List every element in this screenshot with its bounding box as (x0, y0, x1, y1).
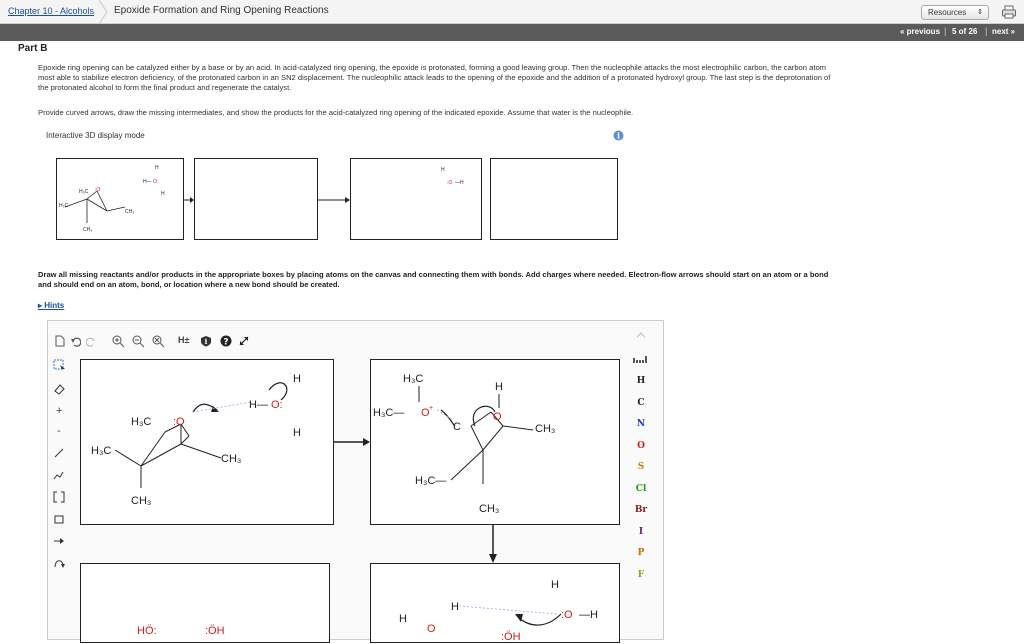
element-o-button[interactable]: O (637, 440, 645, 451)
svg-text::O: :O (447, 180, 453, 186)
svg-text:O: O (427, 623, 436, 635)
svg-text:H: H (451, 601, 459, 613)
intermediate-box-1[interactable] (194, 158, 318, 240)
water-reagent-box (350, 158, 482, 240)
svg-text:H: H (155, 165, 159, 171)
svg-text:H: H (441, 167, 445, 173)
element-f-button[interactable]: F (637, 569, 645, 580)
molecule-editor (47, 320, 664, 643)
svg-text:HÖ:: HÖ: (137, 625, 157, 637)
svg-text::O:: :O: (95, 187, 102, 193)
svg-text:—H: —H (455, 180, 464, 186)
bracket-tool-icon[interactable] (53, 491, 65, 503)
svg-text:C: C (453, 421, 461, 433)
svg-text:H₃C: H₃C (403, 373, 424, 385)
svg-text:H: H (551, 579, 559, 591)
svg-text:+: + (429, 405, 434, 412)
svg-text::O: :O (561, 609, 573, 621)
reaction-arrow-icon[interactable] (53, 535, 65, 547)
svg-text:CH₃: CH₃ (83, 227, 93, 233)
protonated-epoxide-drawing (371, 360, 621, 526)
svg-text:CH₃: CH₃ (131, 495, 152, 507)
zoom-in-icon[interactable] (112, 335, 125, 348)
arrow-icon (184, 196, 194, 204)
svg-text:H: H (399, 613, 407, 625)
help-icon[interactable] (220, 335, 232, 347)
svg-text:i: i (204, 337, 208, 346)
canvas-intermediate-box[interactable] (370, 359, 620, 525)
palette-scroll-icon[interactable] (634, 330, 648, 340)
diol-product-drawing (81, 564, 331, 644)
arrow-icon (334, 437, 370, 447)
top-bar (0, 0, 1024, 24)
previous-link[interactable]: « previous (900, 27, 941, 36)
arrow-icon (318, 196, 350, 204)
nav-separator: | (985, 26, 988, 36)
svg-text:O: O (493, 411, 502, 423)
next-link[interactable]: next » (992, 27, 1016, 36)
part-label: Part B (18, 43, 48, 54)
epoxide-protonation-drawing (81, 360, 335, 526)
element-s-button[interactable]: S (637, 462, 645, 472)
hints-link[interactable]: ▸ Hints (38, 301, 65, 310)
canvas-reactant-box[interactable] (80, 359, 334, 525)
canvas-product-box[interactable] (80, 563, 330, 643)
svg-text:H: H (161, 191, 165, 197)
breadcrumb-separator-icon (98, 0, 108, 24)
svg-text:H: H (293, 427, 301, 439)
navigation-bar (0, 24, 1024, 41)
page-title: Epoxide Formation and Ring Opening Reactions (114, 5, 329, 16)
instructions-line-2: and should end on an atom, bond, or location where a new bond should be created. (38, 280, 340, 289)
element-br-button[interactable]: Br (634, 505, 648, 515)
element-c-button[interactable]: C (637, 397, 645, 408)
hints-label: Hints (44, 301, 65, 310)
water-drawing (351, 159, 483, 241)
resources-label: Resources (928, 8, 967, 17)
svg-text:CH₃: CH₃ (125, 209, 135, 215)
element-i-button[interactable]: I (638, 526, 644, 537)
epoxide-reactant-drawing (57, 159, 185, 241)
display-mode-label: Interactive 3D display mode (46, 131, 145, 140)
nav-separator: | (944, 26, 947, 36)
svg-text::ÖH: :ÖH (501, 631, 521, 643)
svg-text:H₃C: H₃C (131, 416, 152, 428)
intro-paragraph (38, 63, 1003, 93)
svg-text:H₃C: H₃C (91, 445, 112, 457)
instructions-line-1: Draw all missing reactants and/or products in the appropriate boxes by placing atoms on the canvas and connecting them with bonds. Add charges where needed. Electron-flow arrows should start on an atom or a bond (38, 270, 829, 279)
eraser-icon[interactable] (53, 383, 65, 395)
svg-text:CH₃: CH₃ (479, 503, 500, 515)
redo-icon[interactable] (86, 336, 97, 347)
svg-text:i: i (616, 130, 621, 141)
curved-arrow-icon[interactable] (53, 557, 65, 569)
arrow-down-icon (488, 525, 498, 563)
svg-text:H—: H— (143, 179, 152, 185)
svg-text:O:: O: (271, 399, 283, 411)
task-paragraph: Provide curved arrows, draw the missing intermediates, and show the products for the acid-catalyzed ring opening of the indicated epoxide. Assume that water is the nucleophile. (38, 108, 634, 117)
dropdown-caret-icon: ⇕ (977, 9, 983, 16)
svg-text:—H: —H (579, 609, 598, 621)
hydrogen-toggle[interactable]: H± (178, 335, 190, 345)
negative-charge-tool[interactable]: - (57, 425, 61, 437)
undo-icon[interactable] (70, 336, 81, 347)
element-cl-button[interactable]: Cl (635, 483, 647, 494)
intro-line-2: most able to stabilize electron deficiency, of the protonated carbon in an SN2 displacement. The nucleophilic attack leads to the opening of the epoxide and the addition of a protonated hydroxyl group. The last step is the deprotonation of (38, 73, 831, 82)
svg-text:O: O (421, 407, 430, 419)
svg-text:H: H (293, 373, 301, 385)
selection-icon[interactable] (53, 359, 66, 373)
zoom-reset-icon[interactable] (152, 335, 165, 348)
info-icon[interactable] (200, 335, 212, 347)
editor-toolbar (48, 321, 663, 345)
deprotonation-drawing (371, 564, 621, 644)
svg-text:H₃C: H₃C (79, 189, 89, 195)
svg-text:O:: O: (153, 179, 159, 185)
element-n-button[interactable]: N (636, 419, 646, 429)
svg-text:H₃C—: H₃C— (415, 475, 447, 487)
resources-dropdown[interactable] (921, 5, 989, 20)
svg-text:H₃C: H₃C (59, 203, 69, 209)
svg-text:H: H (495, 381, 503, 393)
ring-tool-icon[interactable] (53, 513, 65, 525)
periodic-table-icon[interactable] (632, 354, 650, 364)
intro-line-3: the protonated alcohol to form the final product and regenerate the catalyst. (38, 83, 292, 92)
print-icon[interactable] (1001, 4, 1017, 20)
breadcrumb-chapter-link[interactable]: Chapter 10 - Alcohols (8, 6, 95, 16)
svg-text:CH₃: CH₃ (535, 423, 556, 435)
reactant-box (56, 158, 184, 240)
positive-charge-tool[interactable]: + (56, 405, 63, 417)
svg-text::ÖH: :ÖH (205, 625, 225, 637)
svg-text:CH₃: CH₃ (221, 453, 242, 465)
zoom-out-icon[interactable] (132, 335, 145, 348)
element-palette (628, 330, 654, 630)
intermediate-box-2[interactable] (490, 158, 618, 240)
intro-line-1: Epoxide ring opening can be catalyzed either by a base or by an acid. In acid-catalyzed ring opening, the epoxide is protonated, forming a good leaving group. Then the nucleophile attacks the most electrophilic carbon, the carbon atom (38, 63, 826, 72)
info-icon[interactable] (613, 130, 624, 141)
fullscreen-icon[interactable] (238, 335, 250, 347)
page-position: 5 of 26 (952, 27, 978, 36)
svg-text:H—: H— (249, 399, 268, 411)
new-document-icon[interactable] (54, 335, 65, 347)
svg-text::O: :O (173, 416, 185, 428)
chain-tool-icon[interactable] (53, 469, 65, 481)
drawing-instructions (38, 270, 1003, 290)
single-bond-icon[interactable] (53, 447, 65, 459)
svg-text:H₃C—: H₃C— (373, 407, 405, 419)
svg-text:?: ? (223, 337, 229, 347)
canvas-deprotonation-box[interactable] (370, 563, 620, 643)
element-p-button[interactable]: P (637, 548, 645, 558)
element-h-button[interactable]: H (636, 376, 646, 386)
